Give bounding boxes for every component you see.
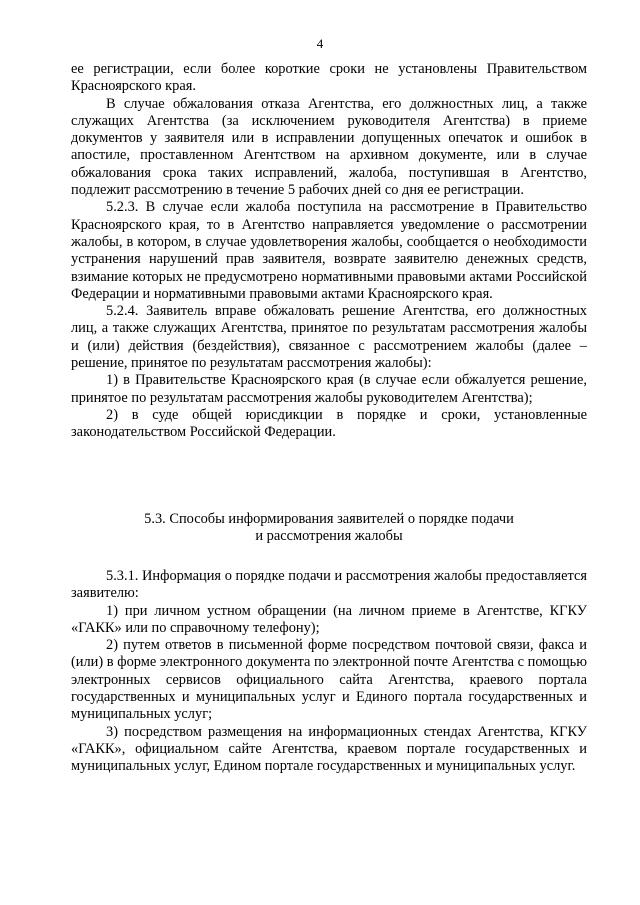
section-5-3-text <box>71 568 587 776</box>
list-item-paragraph: 2) путем ответов в письменной форме посредством почтовой связи, факса и (или) в форме электронного документа по электронной почте Агентства с помощью электронных сервисов официального сайта Агентства, краевого портала государственных и муниципальных услуг и Единого портала государственных и муниципальных услуг; <box>71 637 587 723</box>
paragraph: 5.2.3. В случае если жалоба поступила на рассмотрение в Правительство Красноярского края, то в Агентство направляется уведомление о рассмотрении жалобы, в котором, в случае удовлетворения жалобы, сообщается о необходимости устранения нарушений прав заявителя, возврате заявителю денежных средств, взимание которых не предусмотрено нормативными правовыми актами Российской Федерации и нормативными правовыми актами Красноярского края. <box>71 199 587 302</box>
page-number: 4 <box>316 36 324 51</box>
list-item-paragraph: 2) в суде общей юрисдикции в порядке и сроки, установленные законодательством Российской Федерации. <box>71 406 587 441</box>
heading-line: 5.3. Способы информирования заявителей о порядке подачи <box>144 511 514 527</box>
list-item-paragraph: 1) при личном устном обращении (на личном приеме в Агентстве, КГКУ «ГАКК» или по справочному телефону); <box>71 602 587 636</box>
paragraph: 5.3.1. Информация о порядке подачи и рассмотрения жалобы предоставляется заявителю: <box>71 568 587 602</box>
paragraph: ее регистрации, если более короткие сроки не установлены Правительством Красноярского края. <box>71 61 587 95</box>
heading-line: и рассмотрения жалобы <box>255 528 403 545</box>
paragraph: В случае обжалования отказа Агентства, его должностных лиц, а также служащих Агентства (за исключением руководителя Агентства) в приеме документов у заявителя или в исправлении допущенных опечаток и ошибок в апостиле, проставленном Агентством на архивном документе, или в случае обжалования срока таких исправлений, жалоба, поступившая в Агентство, подлежит рассмотрению в течение 5 рабочих дней со дня ее регистрации. <box>71 95 587 199</box>
list-item-paragraph: 3) посредством размещения на информационных стендах Агентства, КГКУ «ГАКК», официальном сайте Агентства, краевом портале государственных и муниципальных услуг, Едином портале государственных и муниципальных услуг. <box>71 723 587 775</box>
paragraph: 5.2.4. Заявитель вправе обжаловать решение Агентства, его должностных лиц, а также служащих Агентства, принятое по результатам рассмотрения жалобы и (или) действия (бездействия), связанное с рассмотрением жалобы (далее – решение, принятое по результатам рассмотрения жалобы): <box>71 303 587 372</box>
section-5-2-text <box>71 61 587 442</box>
section-heading <box>71 511 587 546</box>
list-item-paragraph: 1) в Правительстве Красноярского края (в случае если обжалуется решение, принятое по результатам рассмотрения жалобы руководителем Агентства); <box>71 372 587 406</box>
